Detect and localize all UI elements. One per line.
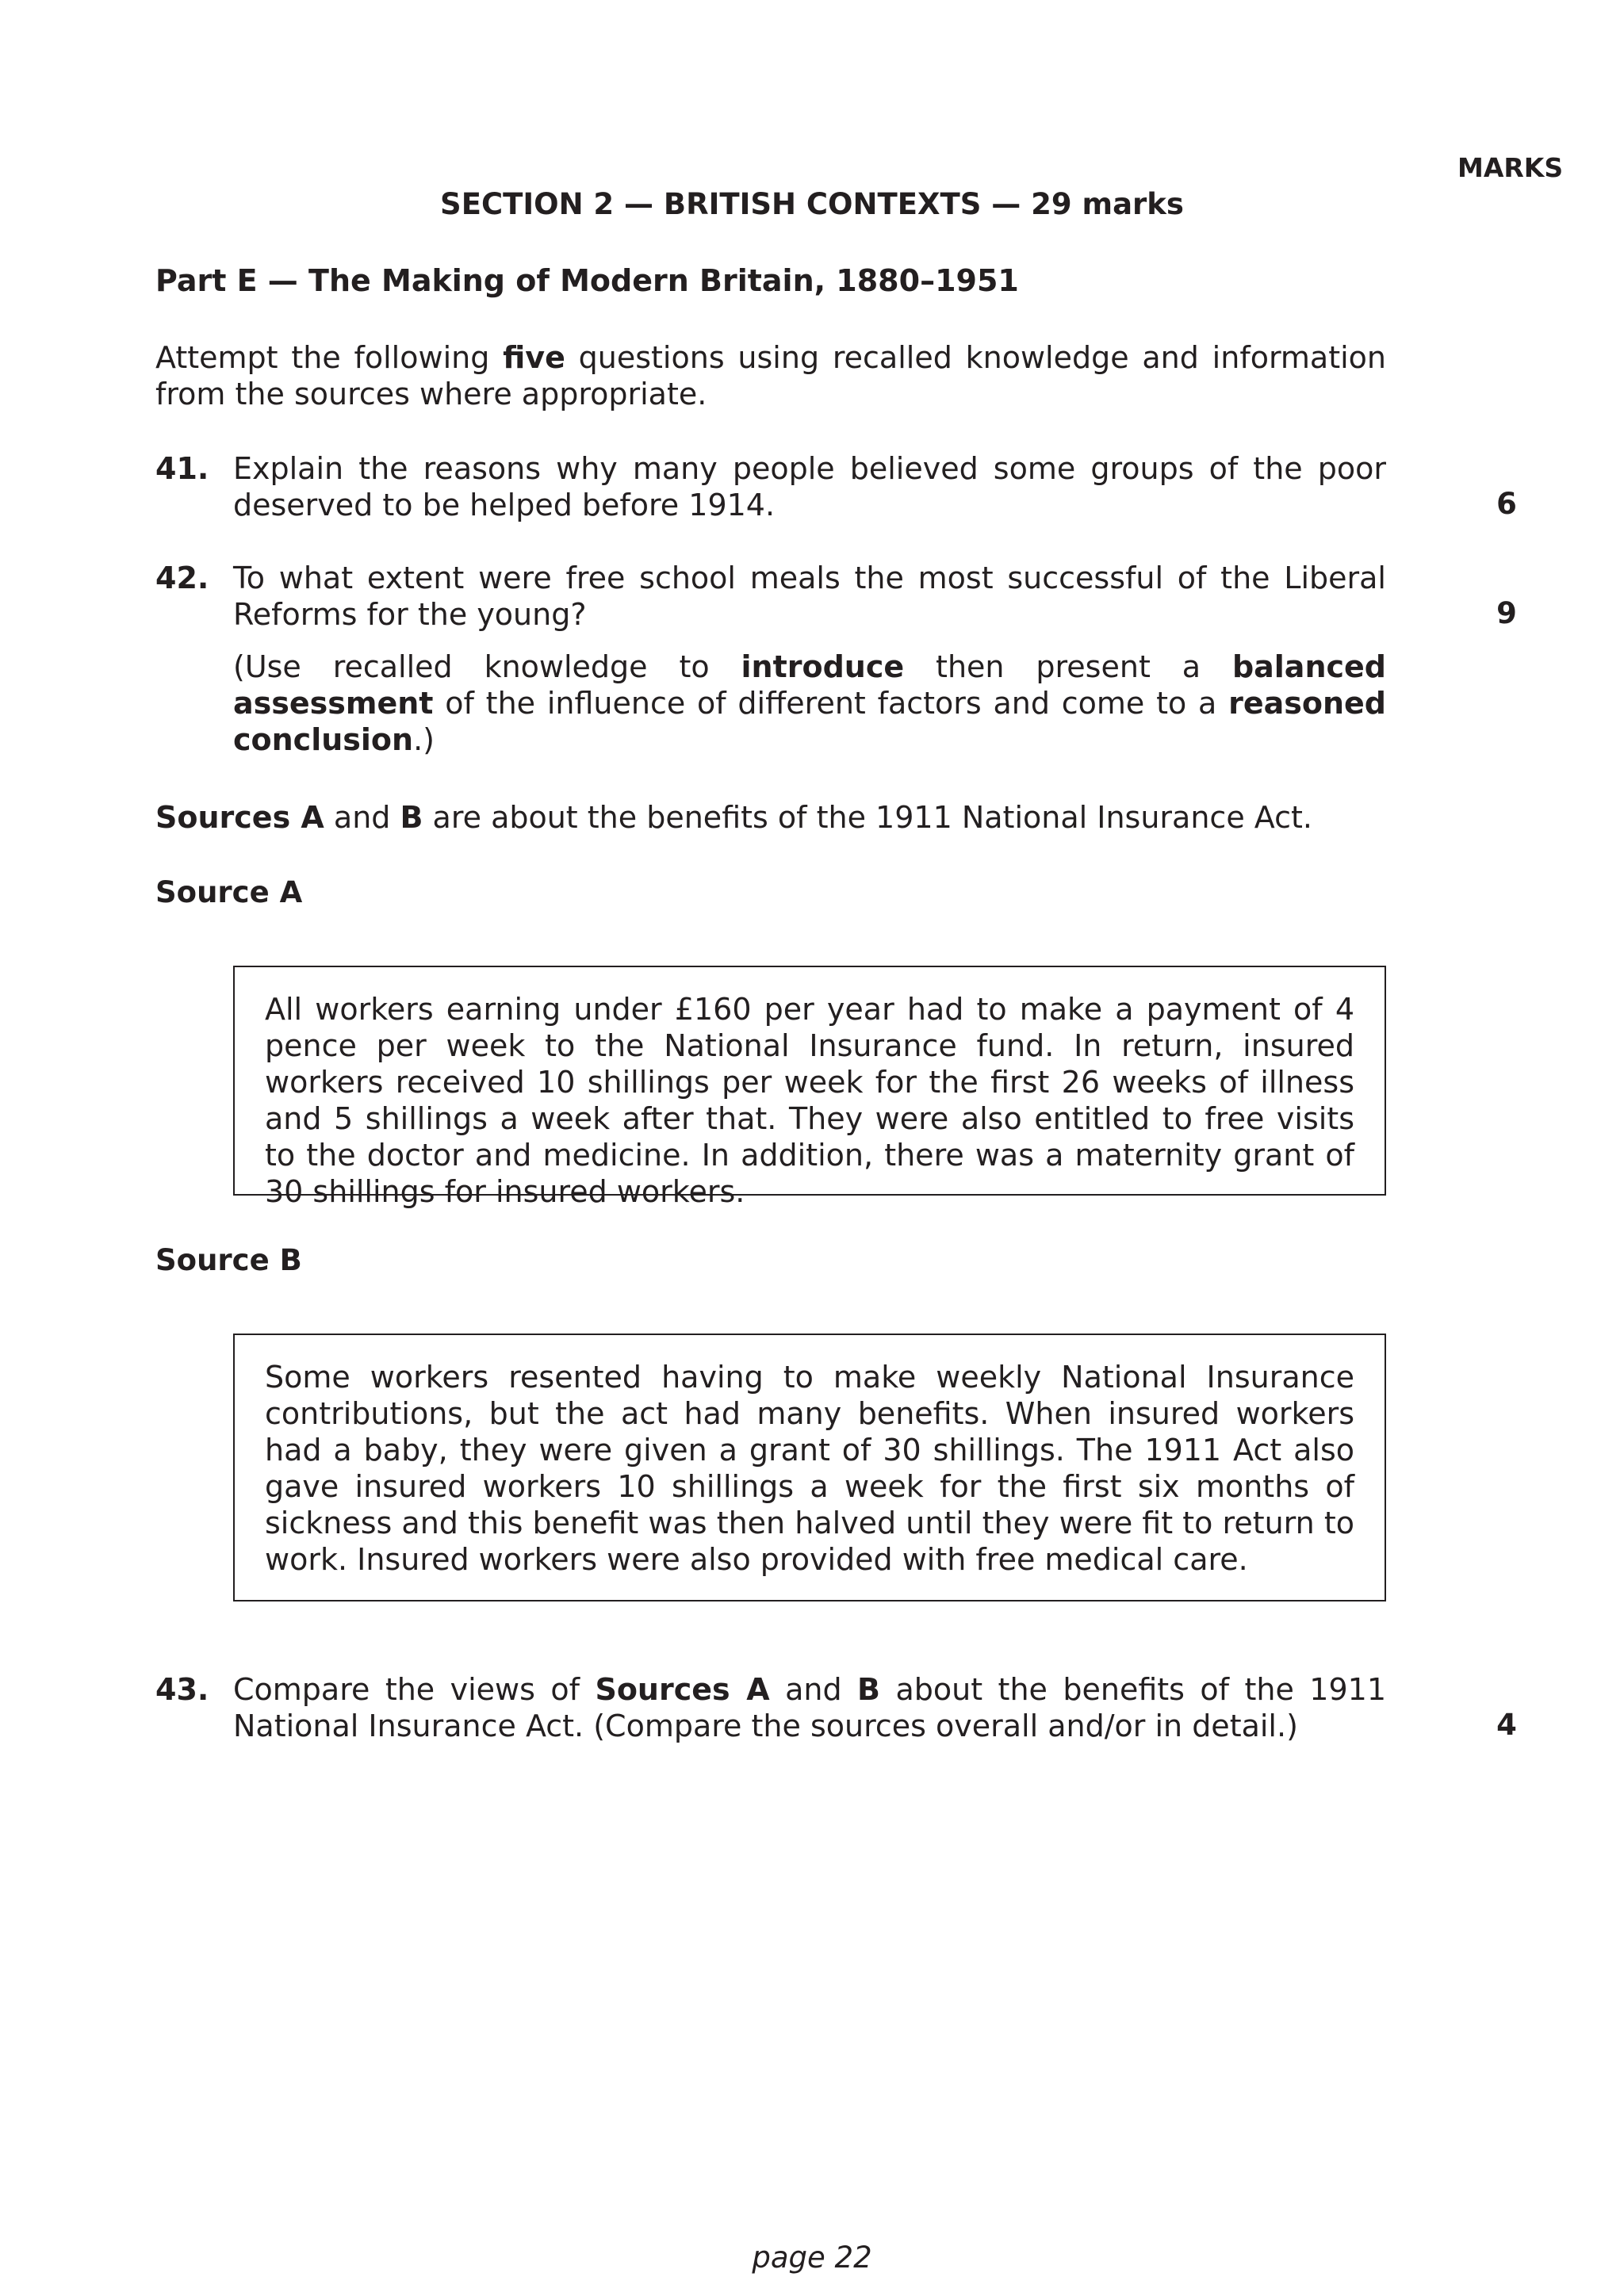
question-41-text: Explain the reasons why many people believed some groups of the poor deserved to be helped before 1914. [233,451,1386,522]
page-number: page 22 [752,2241,872,2275]
sources-intro: Sources A and B are about the benefits of the 1911 National Insurance Act. [155,800,1312,835]
question-42-marks: 9 [1496,596,1517,630]
marks-column-header: MARKS [1457,152,1564,183]
question-42-text: To what extent were free school meals the most successful of the Liberal Reforms for the young? [233,561,1386,632]
question-41-number: 41. [155,451,209,486]
question-43-text: Compare the views of Sources A and B about the benefits of the 1911 National Insurance Act. (Compare the sources overall and/or in detail.) [233,1672,1386,1743]
source-b-text: Some workers resented having to make weekly National Insurance contributions, but the act had many benefits. When insured workers had a baby, they were given a grant of 30 shillings. The 1911 Act also gave insured workers 10 shillings a week for the first six months of sickness and this benefit was then halved until they were fit to return to work. Insured workers were also provided with free medical care. [265,1360,1354,1577]
source-b-box [233,1334,1386,1601]
question-43-marks: 4 [1496,1708,1517,1742]
source-a-label: Source A [155,875,303,909]
question-43-number: 43. [155,1672,209,1707]
question-41-marks: 6 [1496,487,1517,521]
source-b-label: Source B [155,1243,302,1277]
section-title: SECTION 2 — BRITISH CONTEXTS — 29 marks [440,187,1184,221]
source-a-box [233,966,1386,1209]
part-title: Part E — The Making of Modern Britain, 1880–1951 [155,263,1019,298]
question-42-guidance: (Use recalled knowledge to introduce then present a balanced assessment of the influence of different factors and come to a reasoned conclusion.) [233,649,1387,757]
question-42-number: 42. [155,561,209,595]
source-a-text: All workers earning under £160 per year had to make a payment of 4 pence per week to the National Insurance fund. In return, insured workers received 10 shillings per week for the first 26 weeks of illness and 5 shillings a week after that. They were also entitled to free visits to the doctor and medicine. In addition, there was a maternity grant of 30 shillings for insured workers. [265,992,1354,1209]
instructions: Attempt the following five questions using recalled knowledge and information from the sources where appropriate. [155,340,1386,411]
